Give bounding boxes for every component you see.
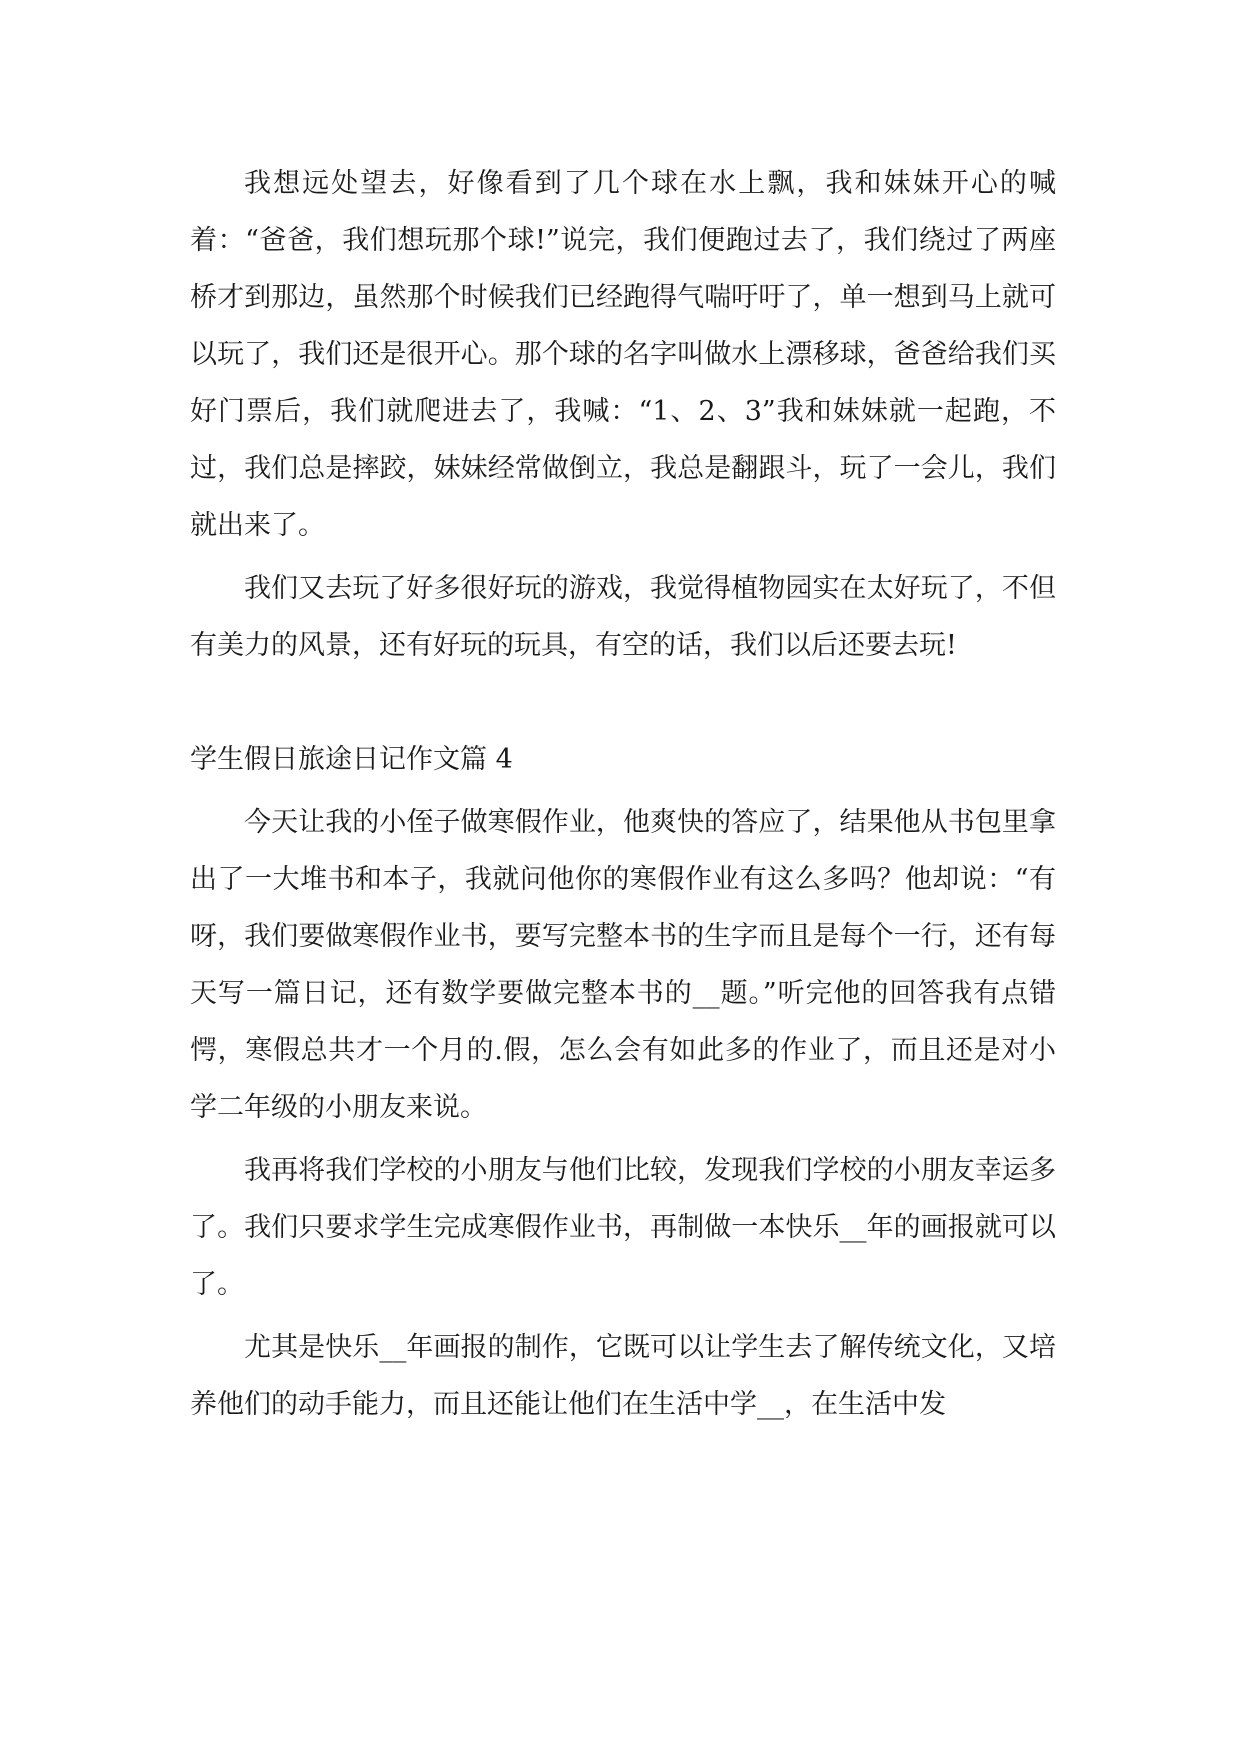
paragraph: 今天让我的小侄子做寒假作业，他爽快的答应了，结果他从书包里拿出了一大堆书和本子，我就问他你的寒假作业有这么多吗？他却说：“有呀，我们要做寒假作业书，要写完整本书的生字而且是每个一行，还有每天写一篇日记，还有数学要做完整本书的__题。”听完他的回答我有点错愕，寒假总共才一个月的.假，怎么会有如此多的作业了，而且还是对小学二年级的小朋友来说。 [190, 807, 1056, 1123]
section-title: 学生假日旅途日记作文篇 4 [190, 744, 513, 775]
paragraph: 我想远处望去，好像看到了几个球在水上飘，我和妹妹开心的喊着：“爸爸，我们想玩那个球!”说完，我们便跑过去了，我们绕过了两座桥才到那边，虽然那个时候我们已经跑得气喘吁吁了，单一想到马上就可以玩了，我们还是很开心。那个球的名字叫做水上漂移球，爸爸给我们买好门票后，我们就爬进去了，我喊：“1、2、3”我和妹妹就一起跑，不过，我们总是摔跤，妹妹经常做倒立，我总是翻跟斗，玩了一会儿，我们就出来了。 [190, 168, 1056, 541]
document-body [190, 155, 1056, 1439]
paragraph: 我再将我们学校的小朋友与他们比较，发现我们学校的小朋友幸运多了。我们只要求学生完成寒假作业书，再制做一本快乐__年的画报就可以了。 [190, 1155, 1056, 1300]
paragraph: 尤其是快乐__年画报的制作，它既可以让学生去了解传统文化，又培养他们的动手能力，而且还能让他们在生活中学__，在生活中发 [190, 1332, 1056, 1420]
paragraph: 我们又去玩了好多很好玩的游戏，我觉得植物园实在太好玩了，不但有美力的风景，还有好玩的玩具，有空的话，我们以后还要去玩! [190, 573, 1056, 661]
